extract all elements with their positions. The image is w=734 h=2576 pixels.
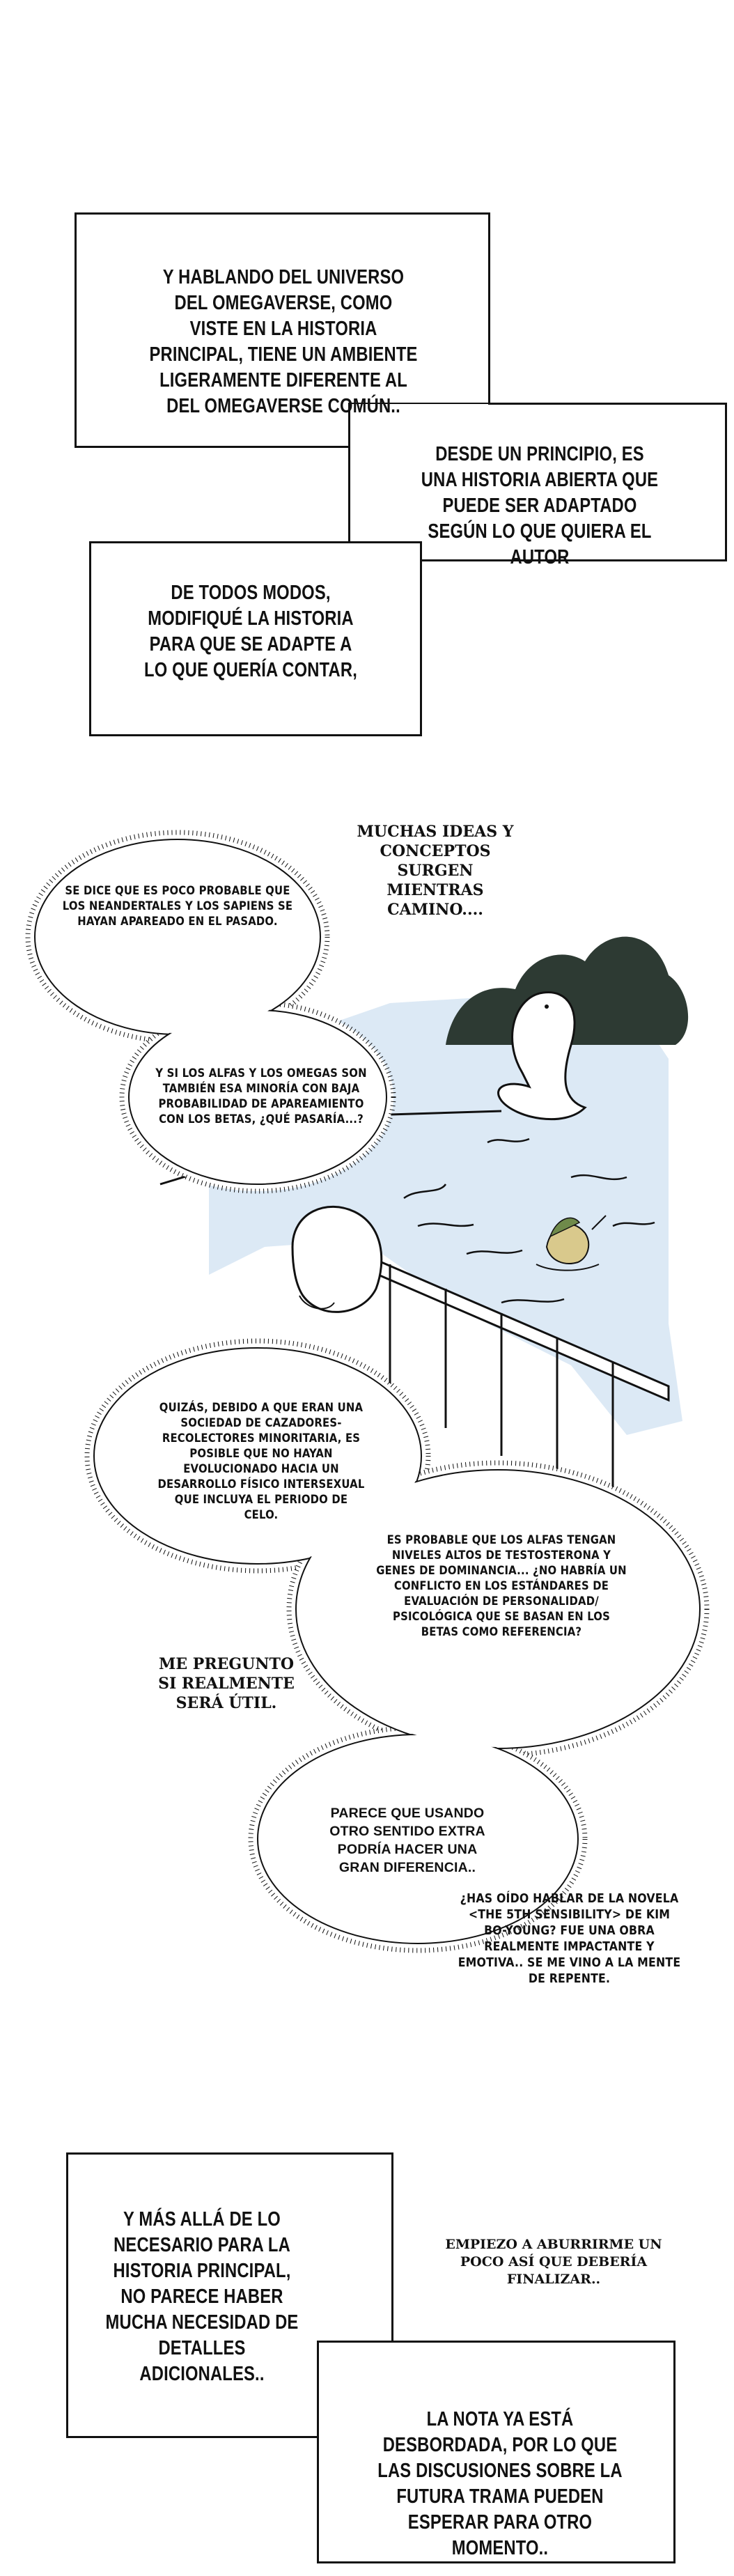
box-modifique-text: DE TODOS MODOS, MODIFIQUÉ LA HISTORIA PARA QUE SE ADAPTE A LO QUE QUERÍA CONTAR, xyxy=(144,582,357,681)
note-novela-text: ¿HAS OÍDO HABLAR DE LA NOVELA <THE 5TH SENSIBILITY> DE KIM BO-YOUNG? FUE UNA OBRA REALMENTE IMPACTANTE Y EMOTIVA.. SE ME VINO A LA MENTE DE REPENTE. xyxy=(458,1892,681,1986)
bubble-neandertales-text: SE DICE QUE ES POCO PROBABLE QUE LOS NEANDERTALES Y LOS SAPIENS SE HAYAN APAREADO EN EL PASADO. xyxy=(62,884,293,928)
narration-aburrirme: EMPIEZO A ABURRIRME UN POCO ASÍ QUE DEBERÍA FINALIZAR.. xyxy=(445,2237,662,2287)
narration-muchas-ideas: MUCHAS IDEAS Y CONCEPTOS SURGEN MIENTRAS CAMINO.... xyxy=(357,823,514,919)
box-historia-abierta-text: DESDE UN PRINCIPIO, ES UNA HISTORIA ABIERTA QUE PUEDE SER ADAPTADO SEGÚN LO QUE QUIERA EL AUTOR xyxy=(421,443,659,568)
bubble-sentido-text: PARECE QUE USANDO OTRO SENTIDO EXTRA PODRÍA HACER UNA GRAN DIFERENCIA.. xyxy=(329,1806,485,1875)
narration-sera-util: ME PREGUNTO SI REALMENTE SERÁ ÚTIL. xyxy=(158,1655,295,1712)
bubble-cazadores-text: QUIZÁS, DEBIDO A QUE ERAN UNA SOCIEDAD DE CAZADORES-RECOLECTORES MINORITARIA, ES POSIBLE QUE NO HAYAN EVOLUCIONADO HACIA UN DESARROLLO FÍSICO INTERSEXUAL QUE INCLUYA EL PERIODO DE CELO. xyxy=(157,1401,365,1521)
box-omegaverse-text: Y HABLANDO DEL UNIVERSO DEL OMEGAVERSE, COMO VISTE EN LA HISTORIA PRINCIPAL, TIENE UN AMBIENTE LIGERAMENTE DIFERENTE AL DEL OMEGAVERSE COMÚN.. xyxy=(149,266,418,417)
walker-head xyxy=(292,1206,382,1312)
box-detalles-text: Y MÁS ALLÁ DE LO NECESARIO PARA LA HISTORIA PRINCIPAL, NO PARECE HABER MUCHA NECESIDAD DE DETALLES ADICIONALES.. xyxy=(105,2208,299,2385)
box-nota-desbordada-text: LA NOTA YA ESTÁ DESBORDADA, POR LO QUE LAS DISCUSIONES SOBRE LA FUTURA TRAMA PUEDEN ESPERAR PARA OTRO MOMENTO.. xyxy=(377,2408,623,2559)
bubble-alfas-omegas-text: Y SI LOS ALFAS Y LOS OMEGAS SON TAMBIÉN ESA MINORÍA CON BAJA PROBABILIDAD DE APAREAMIENTO CON LOS BETAS, ¿QUÉ PASARÍA...? xyxy=(155,1066,367,1126)
bubble-testosterona-text: ES PROBABLE QUE LOS ALFAS TENGAN NIVELES ALTOS DE TESTOSTERONA Y GENES DE DOMINANCIA... ¿NO HABRÍA UN CONFLICTO EN LOS ESTÁNDARES DE EVALUACIÓN DE PERSONALIDAD/ PSICOLÓGICA QUE SE BASAN EN LOS BETAS COMO REFERENCIA? xyxy=(376,1533,627,1638)
